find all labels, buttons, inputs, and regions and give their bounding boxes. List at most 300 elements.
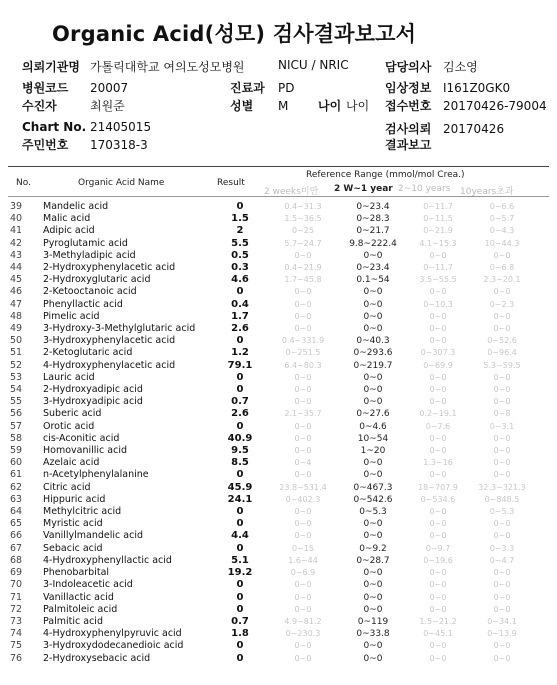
cell-r2: 0~0 [363, 531, 383, 542]
cell-r1: 0~0 [294, 641, 312, 651]
request-label: 검사의뢰 [385, 122, 432, 136]
cell-name: 3-Hydroxyadipic acid [43, 396, 143, 408]
cell-r4: 5.3~59.5 [483, 360, 521, 370]
clinical-value: I161Z0GK0 [443, 81, 511, 95]
cell-result: 0.5 [231, 249, 249, 261]
cell-r4: 0~0 [493, 653, 511, 663]
cell-r2: 1~20 [360, 446, 386, 457]
cell-r3: 0~0 [429, 250, 447, 260]
cell-no: 63 [10, 493, 23, 505]
cell-no: 51 [10, 347, 23, 359]
cell-r2: 0~0 [363, 324, 383, 335]
sex-label: 성별 [230, 99, 254, 113]
cell-result: 24.1 [227, 493, 253, 505]
cell-name: Palmitoleic acid [43, 603, 118, 615]
col-no-header: No. [16, 178, 31, 188]
cell-result: 0 [236, 640, 244, 652]
cell-no: 75 [10, 640, 23, 652]
cell-r1: 5.7~24.7 [284, 238, 322, 248]
cell-r1: 0~0 [294, 604, 312, 614]
cell-r4: 0~2.3 [489, 299, 515, 309]
cell-name: 3-Hydroxyphenylacetic acid [43, 335, 176, 347]
cell-no: 55 [10, 396, 23, 408]
cell-r3: 0.2~19.1 [419, 409, 457, 419]
hospital-label: 의뢰기관명 [22, 60, 80, 74]
cell-result: 1.7 [231, 310, 249, 322]
doctor-label: 담당의사 [385, 60, 432, 74]
cell-r4: 0~0 [493, 250, 511, 260]
cell-result: 9.5 [231, 445, 249, 457]
cell-no: 53 [10, 371, 23, 383]
cell-r3: 0~0 [429, 397, 447, 407]
cell-r2: 0~542.6 [353, 494, 393, 505]
cell-r1: 0~0 [294, 311, 312, 321]
cell-r1: 0~0 [294, 324, 312, 334]
cell-r1: 0~0 [294, 653, 312, 663]
table-row [10, 604, 535, 616]
cell-r4: 0~0 [493, 604, 511, 614]
cell-r4: 0~0 [493, 446, 511, 456]
cell-r3: 0~11.7 [423, 263, 453, 273]
table-row [10, 592, 535, 604]
sex-field [230, 97, 318, 114]
cell-no: 66 [10, 530, 23, 542]
cell-result: 4.4 [231, 530, 249, 542]
cell-r3: 0~11.5 [423, 214, 453, 224]
cell-name: 2-Ketoglutaric acid [43, 347, 133, 359]
table-header-divider [8, 196, 549, 197]
cell-r3: 0~0 [429, 604, 447, 614]
cell-name: Pyroglutamic acid [43, 237, 128, 249]
cell-result: 2.6 [231, 323, 249, 335]
table-row [10, 640, 535, 652]
cell-no: 47 [10, 298, 23, 310]
cell-r2: 10~54 [357, 433, 389, 444]
cell-r3: 4.1~15.3 [419, 238, 457, 248]
cell-r2: 0~0 [363, 250, 383, 261]
cell-r4: 0~0 [493, 311, 511, 321]
cell-r1: 0.4~31.3 [284, 202, 322, 211]
table-row [10, 335, 535, 347]
id-value: 170318-3 [90, 138, 148, 152]
cell-r1: 0~15 [292, 543, 314, 553]
cell-r3: 0~0 [429, 446, 447, 456]
cell-result: 0 [236, 591, 244, 603]
cell-no: 45 [10, 274, 23, 286]
cell-name: Methylcitric acid [43, 506, 122, 518]
cell-r2: 0~27.6 [356, 409, 390, 420]
cell-result: 8.5 [231, 457, 249, 469]
cell-r4: 0~0 [493, 641, 511, 651]
col-reference-header: Reference Range (mmol/mol Crea.) [306, 170, 465, 180]
cell-r3: 0~0 [429, 372, 447, 382]
cell-r3: 0~0 [429, 531, 447, 541]
cell-result: 0.7 [231, 396, 249, 408]
cell-r2: 0~4.6 [359, 421, 387, 432]
cell-name: Vanillylmandelic acid [43, 530, 143, 542]
cell-name: 4-Hydroxyphenylacetic acid [43, 359, 176, 371]
cell-r2: 0~0 [363, 604, 383, 615]
cell-name: 2-Ketooctanoic acid [43, 286, 137, 298]
cell-r4: 0~13.9 [487, 629, 517, 639]
cell-r4: 0~4.7 [489, 555, 515, 565]
cell-name: Pimelic acid [43, 310, 100, 322]
cell-no: 72 [10, 603, 23, 615]
cell-result: 0 [236, 579, 244, 591]
table-row [10, 262, 535, 274]
cell-r3: 0~0 [429, 324, 447, 334]
cell-r4: 0~0 [493, 470, 511, 480]
cell-r2: 0~0 [363, 372, 383, 383]
cell-r4: 0~52.6 [487, 336, 517, 346]
cell-r3: 0~0 [429, 580, 447, 590]
cell-name: 3-Methyladipic acid [43, 249, 136, 261]
cell-name: Phenyllactic acid [43, 298, 123, 310]
cell-name: Citric acid [43, 481, 91, 493]
cell-result: 0 [236, 201, 244, 212]
cell-result: 40.9 [227, 432, 253, 444]
cell-r1: 4.9~81.2 [284, 616, 322, 626]
cell-r3: 0~0 [429, 287, 447, 297]
cell-r4: 0~6.6 [489, 202, 515, 211]
cell-r2: 0~0 [363, 311, 383, 322]
cell-r4: 0~96.4 [487, 348, 517, 358]
cell-r4: 0~0 [493, 568, 511, 578]
cell-r2: 0~0 [363, 458, 383, 469]
cell-r2: 0~21.7 [356, 226, 390, 237]
cell-r3: 0~307.3 [420, 348, 456, 358]
hospcode-label: 병원코드 [22, 81, 69, 95]
cell-r2: 0~5.3 [359, 507, 387, 518]
cell-r2: 0~219.7 [353, 360, 393, 371]
cell-name: Myristic acid [43, 518, 103, 530]
cell-r4: 0~848.5 [484, 494, 520, 504]
cell-no: 40 [10, 213, 23, 225]
table-row [10, 213, 535, 225]
cell-name: Adipic acid [43, 225, 95, 237]
table-row [10, 384, 535, 396]
header-divider [8, 166, 549, 167]
cell-r4: 0~0 [493, 372, 511, 382]
table-row [10, 506, 535, 518]
cell-r1: 0~4 [294, 458, 312, 468]
cell-result: 0 [236, 469, 244, 481]
cell-r1: 0~25 [292, 226, 314, 236]
cell-no: 59 [10, 445, 23, 457]
cell-r3: 0~0 [429, 653, 447, 663]
cell-name: Sebacic acid [43, 542, 103, 554]
cell-r4: 10~44.3 [484, 238, 520, 248]
cell-no: 74 [10, 628, 23, 640]
table-row [10, 299, 535, 311]
cell-r2: 0~40.3 [356, 336, 390, 347]
cell-no: 61 [10, 469, 23, 481]
cell-r1: 0.4~331.9 [281, 336, 325, 346]
cell-r3: 0~11.7 [423, 202, 453, 211]
cell-r2: 0~0 [363, 568, 383, 579]
cell-r4: 0~0 [493, 385, 511, 395]
cell-r3: 0~0 [429, 311, 447, 321]
cell-r3: 0~0 [429, 568, 447, 578]
cell-result: 0 [236, 542, 244, 554]
cell-r4: 0~8 [493, 409, 511, 419]
cell-name: 3-Indoleacetic acid [43, 579, 133, 591]
cell-r2: 0~9.2 [359, 543, 387, 554]
cell-r2: 0~0 [363, 519, 383, 530]
cell-result: 0 [236, 506, 244, 518]
col-range1-header: 2 weeks미만 [264, 187, 319, 197]
cell-r4: 0~0 [493, 580, 511, 590]
receipt-field [385, 97, 547, 114]
patient-label: 수진자 [22, 99, 57, 113]
cell-no: 65 [10, 518, 23, 530]
cell-r2: 0~0 [363, 653, 383, 664]
cell-r4: 0~34.1 [487, 616, 517, 626]
dept-value: PD [278, 81, 295, 95]
cell-r2: 0~0 [363, 397, 383, 408]
chart-label: Chart No. [22, 120, 87, 134]
cell-result: 0 [236, 603, 244, 615]
cell-result: 0 [236, 518, 244, 530]
col-range2-header: 2 W~1 year [334, 184, 393, 194]
cell-r3: 0~10.3 [423, 299, 453, 309]
report-label: 결과보고 [385, 138, 432, 152]
table-row [10, 396, 535, 408]
dept-label: 진료과 [230, 81, 265, 95]
cell-r4: 0~0 [493, 458, 511, 468]
cell-no: 52 [10, 359, 23, 371]
table-row [10, 555, 535, 567]
table-row [10, 567, 535, 579]
hospital-field [22, 58, 245, 75]
cell-name: 2-Hydroxyadipic acid [43, 384, 143, 396]
cell-r1: 0~0 [294, 592, 312, 602]
table-row [10, 274, 535, 286]
cell-r2: 0~0 [363, 385, 383, 396]
table-row [10, 311, 535, 323]
cell-no: 62 [10, 481, 23, 493]
table-row [10, 445, 535, 457]
cell-name: Homovanillic acid [43, 445, 128, 457]
cell-no: 46 [10, 286, 23, 298]
cell-r2: 0~0 [363, 641, 383, 652]
cell-result: 0.4 [231, 298, 249, 310]
table-row [10, 433, 535, 445]
cell-r2: 0~0 [363, 580, 383, 591]
cell-r2: 0~293.6 [353, 348, 393, 359]
table-row [10, 494, 535, 506]
cell-r4: 0~0 [493, 433, 511, 443]
cell-r4: 0~6.8 [489, 263, 515, 273]
cell-result: 79.1 [227, 359, 253, 371]
col-range4-header: 10years초과 [460, 187, 514, 197]
cell-r1: 2.1~35.7 [284, 409, 322, 419]
results-table [10, 201, 535, 665]
cell-r2: 0~0 [363, 592, 383, 603]
cell-result: 0.7 [231, 615, 249, 627]
cell-r1: 0~0 [294, 385, 312, 395]
patient-field [22, 97, 125, 114]
cell-name: 3-Hydroxy-3-Methylglutaric acid [43, 323, 196, 335]
cell-r1: 0~0 [294, 446, 312, 456]
cell-r3: 0~0 [429, 336, 447, 346]
ward-value: NICU / NRIC [278, 58, 349, 72]
cell-r1: 0~0 [294, 470, 312, 480]
cell-name: 4-Hydroxyphenyllactic acid [43, 554, 172, 566]
cell-r1: 0~0 [294, 507, 312, 517]
request-field [385, 120, 504, 137]
cell-no: 48 [10, 310, 23, 322]
cell-result: 45.9 [227, 481, 253, 493]
hospcode-field [22, 79, 128, 96]
cell-result: 0 [236, 384, 244, 396]
cell-name: 4-Hydroxyphenylpyruvic acid [43, 628, 182, 640]
table-row [10, 286, 535, 298]
sex-value: M [278, 99, 289, 113]
cell-result: 1.8 [231, 628, 249, 640]
cell-r3: 0~21.9 [423, 226, 453, 236]
table-row [10, 628, 535, 640]
cell-r3: 3.5~55.5 [419, 275, 457, 285]
cell-result: 5.5 [231, 237, 249, 249]
cell-r1: 0~0 [294, 372, 312, 382]
cell-result: 1.5 [231, 213, 249, 225]
age-field [318, 97, 369, 114]
cell-no: 56 [10, 408, 23, 420]
col-result-header: Result [217, 178, 245, 188]
cell-r1: 1.7~45.8 [284, 275, 322, 285]
cell-r1: 0~6.9 [290, 568, 316, 578]
cell-r3: 0~0 [429, 470, 447, 480]
cell-r3: 0~45.1 [423, 629, 453, 639]
table-row [10, 579, 535, 591]
cell-name: 2-Hydroxyphenylacetic acid [43, 262, 176, 274]
table-row [10, 469, 535, 481]
table-row [10, 347, 535, 359]
cell-r1: 1.5~36.5 [284, 214, 322, 224]
cell-r1: 0~230.3 [285, 629, 321, 639]
table-row [10, 323, 535, 335]
cell-r3: 0~0 [429, 641, 447, 651]
cell-r4: 0~5.7 [489, 214, 515, 224]
cell-r4: 0~0 [493, 287, 511, 297]
cell-r3: 0~0 [429, 433, 447, 443]
cell-r1: 0~0 [294, 299, 312, 309]
cell-no: 71 [10, 591, 23, 603]
chart-field [22, 120, 151, 134]
cell-result: 1.2 [231, 347, 249, 359]
receipt-label: 접수번호 [385, 99, 432, 113]
cell-name: Suberic acid [43, 408, 102, 420]
table-row [10, 530, 535, 542]
cell-no: 44 [10, 262, 23, 274]
cell-name: Mandelic acid [43, 201, 109, 212]
cell-r2: 0~28.3 [356, 214, 390, 225]
cell-r2: 0.1~54 [356, 275, 390, 286]
cell-name: Lauric acid [43, 371, 95, 383]
col-range3-header: 2~10 years [398, 184, 451, 194]
cell-no: 49 [10, 323, 23, 335]
results-body [10, 201, 535, 665]
table-row [10, 408, 535, 420]
id-field [22, 136, 148, 153]
cell-r4: 0~0 [493, 397, 511, 407]
cell-r4: 0~0 [493, 531, 511, 541]
cell-result: 19.2 [227, 567, 253, 579]
cell-r4: 0~3.3 [489, 543, 515, 553]
clinical-field [385, 79, 510, 96]
table-row [10, 482, 535, 494]
cell-r4: 0~0 [493, 519, 511, 529]
cell-no: 73 [10, 615, 23, 627]
cell-no: 69 [10, 567, 23, 579]
cell-r2: 9.8~222.4 [349, 238, 397, 249]
table-row [10, 421, 535, 433]
age-value: 나이 [346, 99, 370, 113]
cell-r1: 0~0 [294, 287, 312, 297]
table-row [10, 653, 535, 665]
cell-no: 39 [10, 201, 23, 212]
cell-name: n-Acetylphenylalanine [43, 469, 149, 481]
cell-no: 64 [10, 506, 23, 518]
cell-name: 3-Hydroxydodecanedioic acid [43, 640, 184, 652]
cell-r1: 0~0 [294, 397, 312, 407]
cell-r1: 0~0 [294, 531, 312, 541]
table-row [10, 360, 535, 372]
cell-r1: 1.6~44 [288, 555, 318, 565]
cell-r3: 0~0 [429, 519, 447, 529]
cell-result: 5.1 [231, 554, 249, 566]
table-row [10, 518, 535, 530]
cell-no: 41 [10, 225, 23, 237]
cell-r3: 1.3~16 [423, 458, 453, 468]
request-value: 20170426 [443, 122, 505, 136]
cell-no: 43 [10, 249, 23, 261]
cell-result: 0 [236, 420, 244, 432]
cell-name: Palmitic acid [43, 615, 103, 627]
cell-r2: 0~0 [363, 287, 383, 298]
cell-r2: 0~23.4 [356, 263, 390, 274]
cell-r1: 0~0 [294, 421, 312, 431]
cell-result: 0.3 [231, 262, 249, 274]
cell-result: 0 [236, 371, 244, 383]
table-row [10, 372, 535, 384]
age-label: 나이 [318, 99, 342, 113]
cell-r3: 0~7.6 [425, 421, 451, 431]
hospcode-value: 20007 [90, 81, 129, 95]
cell-r2: 0~0 [363, 299, 383, 310]
cell-r1: 0~0 [294, 580, 312, 590]
table-row [10, 543, 535, 555]
cell-r3: 0~0 [429, 385, 447, 395]
table-row [10, 457, 535, 469]
cell-no: 42 [10, 237, 23, 249]
cell-r4: 0~0 [493, 592, 511, 602]
cell-r2: 0~28.7 [356, 555, 390, 566]
cell-r1: 0~402.3 [285, 494, 321, 504]
cell-no: 67 [10, 542, 23, 554]
hospital-value: 가톨릭대학교 여의도성모병원 [90, 60, 245, 74]
table-row [10, 616, 535, 628]
col-name-header: Organic Acid Name [78, 178, 165, 188]
cell-name: Hippuric acid [43, 493, 106, 505]
cell-r2: 0~467.3 [353, 482, 393, 493]
receipt-value: 20170426-79004 [443, 99, 547, 113]
cell-no: 54 [10, 384, 23, 396]
cell-r2: 0~33.8 [356, 629, 390, 640]
cell-r3: 18~707.9 [418, 482, 458, 492]
cell-r3: 0~9.7 [425, 543, 451, 553]
